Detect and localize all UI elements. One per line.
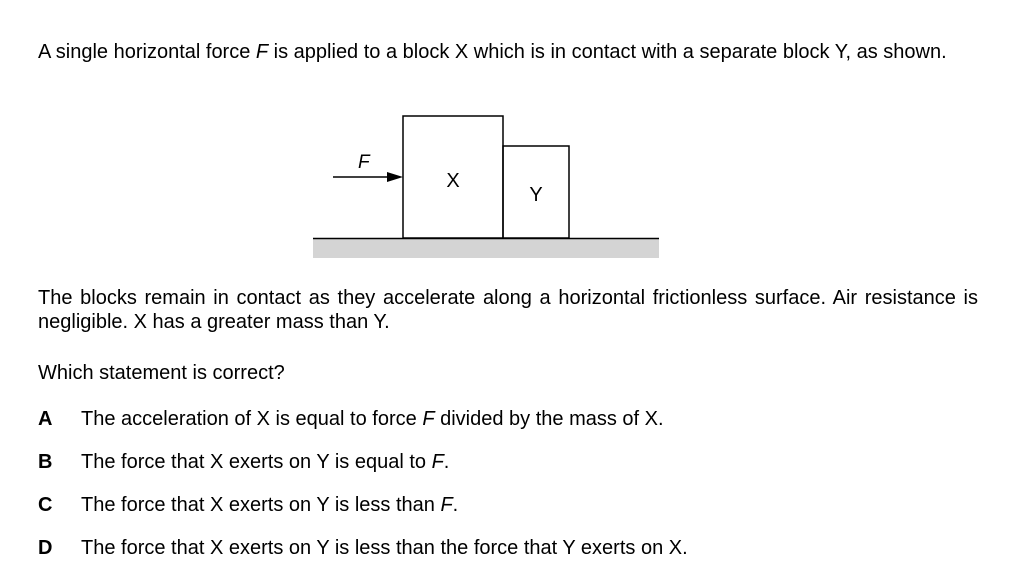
- question-body: The blocks remain in contact as they accelerate along a horizontal frictionless surface. Air resistance is negligible. X has a greater mass than Y.: [38, 287, 978, 333]
- question-prompt: Which statement is correct?: [38, 362, 285, 384]
- option-b-letter: B: [38, 451, 53, 473]
- force-label: F: [358, 152, 370, 173]
- option-d[interactable]: [38, 536, 688, 560]
- option-c-force-symbol: F: [440, 494, 453, 516]
- option-c[interactable]: [38, 493, 458, 517]
- ground-surface: [313, 239, 659, 258]
- force-arrow-head: [387, 172, 403, 182]
- intro-force-symbol: F: [255, 41, 269, 63]
- option-c-text-1: The force that X exerts on Y is less than: [81, 494, 441, 516]
- option-b-force-symbol: F: [431, 451, 444, 473]
- block-y-label: Y: [529, 184, 543, 206]
- option-c-text-2: .: [452, 494, 459, 516]
- option-d-letter: D: [38, 537, 53, 559]
- option-a-letter: A: [38, 408, 53, 430]
- intro-text-2: is applied to a block X which is in contact with a separate block Y, as shown.: [268, 41, 947, 63]
- intro-text-1: A single horizontal force: [38, 41, 256, 63]
- block-x-label: X: [446, 170, 460, 192]
- option-a-text-2: divided by the mass of X.: [434, 408, 664, 430]
- option-b-text-2: .: [443, 451, 450, 473]
- option-a-force-symbol: F: [422, 408, 435, 430]
- option-d-text: The force that X exerts on Y is less than the force that Y exerts on X.: [81, 537, 688, 559]
- option-c-letter: C: [38, 494, 53, 516]
- option-a[interactable]: [38, 407, 664, 431]
- option-b[interactable]: [38, 450, 449, 474]
- option-b-text-1: The force that X exerts on Y is equal to: [81, 451, 432, 473]
- option-a-text-1: The acceleration of X is equal to force: [81, 408, 423, 430]
